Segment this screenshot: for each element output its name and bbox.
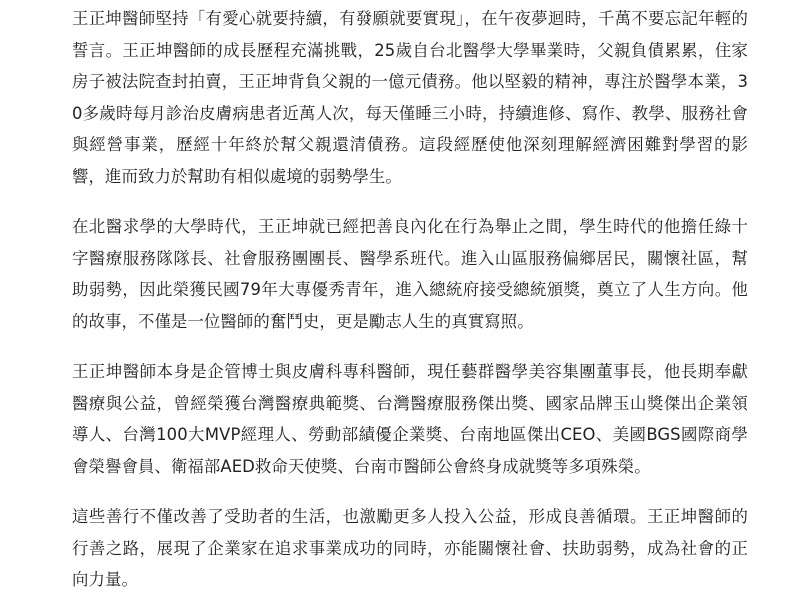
- article-paragraph-1: 王正坤醫師堅持「有愛心就要持續，有發願就要實現」，在午夜夢迴時，千萬不要忘記年輕的誓言。王正坤醫師的成長歷程充滿挑戰，25歲自台北醫學大學畢業時，父親負債累累，住家房子被法院查封拍賣，王正坤背負父親的一億元債務。他以堅毅的精神，專注於醫學本業，30多歲時每月診治皮膚病患者近萬人次，每天僅睡三小時，持續進修、寫作、教學、服務社會與經營事業，歷經十年終於幫父親還清債務。這段經歷使他深刻理解經濟困難對學習的影響，進而致力於幫助有相似處境的弱勢學生。: [72, 9, 748, 186]
- article-paragraph-3: 王正坤醫師本身是企管博士與皮膚科專科醫師，現任藝群醫學美容集團董事長，他長期奉獻醫療與公益，曾經榮獲台灣醫療典範獎、台灣醫療服務傑出獎、國家品牌玉山獎傑出企業領導人、台灣100大MVP經理人、勞動部績優企業獎、台南地區傑出CEO、美國BGS國際商學會榮譽會員、衛福部AED救命天使獎、台南市醫師公會終身成就獎等多項殊榮。: [72, 362, 748, 476]
- article-paragraph-4: 這些善行不僅改善了受助者的生活，也激勵更多人投入公益，形成良善循環。王正坤醫師的行善之路，展現了企業家在追求事業成功的同時，亦能關懷社會、扶助弱勢，成為社會的正向力量。: [72, 507, 748, 589]
- article-paragraph-2: 在北醫求學的大學時代，王正坤就已經把善良內化在行為舉止之間，學生時代的他擔任綠十字醫療服務隊隊長、社會服務團團長、醫學系班代。進入山區服務偏鄉居民，關懷社區，幫助弱勢，因此榮獲民國79年大專優秀青年，進入總統府接受總統頒獎，奠立了人生方向。他的故事，不僅是一位醫師的奮鬥史，更是勵志人生的真實寫照。: [72, 217, 748, 331]
- article-body: [72, 3, 748, 596]
